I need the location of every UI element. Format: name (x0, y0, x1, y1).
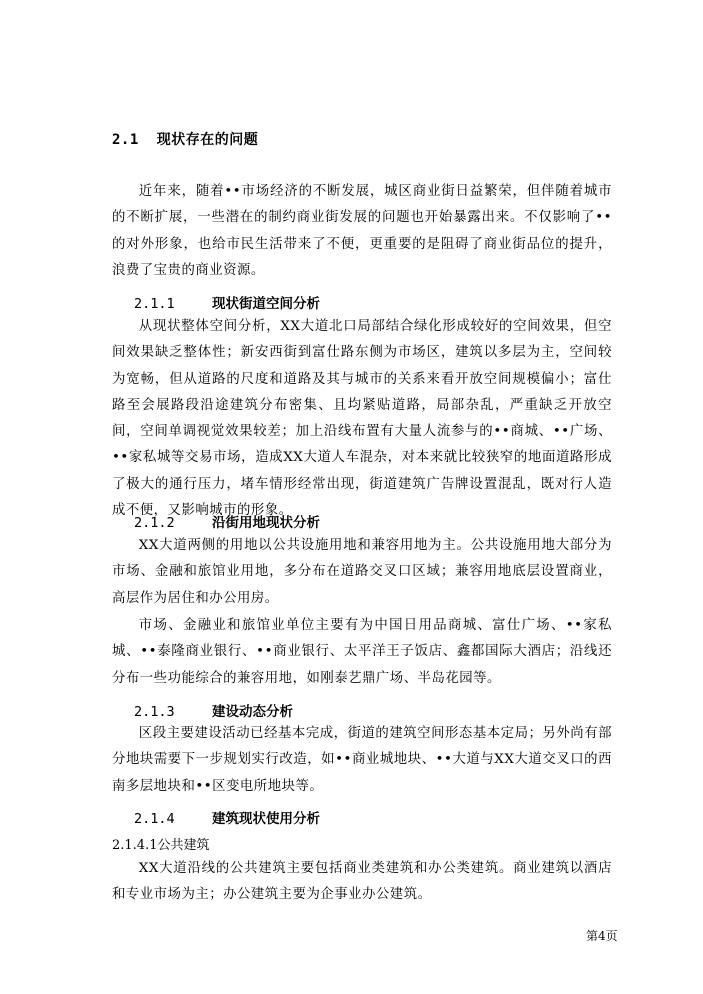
public-buildings-paragraph: XX大道沿线的公共建筑主要包括商业类建筑和办公类建筑。商业建筑以酒店和专业市场为主；办公建筑主要为企事业办公建筑。 (112, 861, 612, 903)
subheading-title: 公共建筑 (157, 838, 210, 853)
subheading-number: 2.1.4.1 (112, 838, 158, 853)
heading-title: 现状街道空间分析 (212, 296, 320, 312)
heading-title: 建筑现状使用分析 (212, 811, 320, 827)
heading-number: 2.1.2 (134, 515, 175, 531)
page-number: 第4页 (586, 929, 618, 943)
heading-number: 2.1 (112, 132, 139, 148)
heading-2-1-4 (134, 807, 320, 827)
heading-2-1-3 (134, 700, 293, 720)
street-space-paragraph: 从现状整体空间分析，XX大道北口局部结合绿化形成较好的空间效果，但空间效果缺乏整体性；新安西街到富仕路东侧为市场区，建筑以多层为主，空间较为宽畅，但从道路的尺度和道路及其与城市的关系来看开放空间规模偏小；富仕路至会展路段沿途建筑分布密集、且均紧贴道路，局部杂乱，严重缺乏开放空间，空间单调视觉效果较差；加上沿线布置有大量人流参与的••商城、••广场、••家私城等交易市场，造成XX大道人车混杂，对本来就比较狭窄的地面道路形成了极大的通行压力，堵车情形经常出现，街道建筑广告牌设置混乱，既对行人造成不便，又影响城市的形象。 (112, 319, 612, 519)
heading-title: 建设动态分析 (212, 704, 293, 720)
heading-2-1-4-1 (112, 834, 210, 853)
intro-paragraph: 近年来，随着••市场经济的不断发展，城区商业街日益繁荣，但伴随着城市的不断扩展，一些潜在的制约商业街发展的问题也开始暴露出来。不仅影响了••的对外形象，也给市民生活带来了不便，更重要的是阻碍了商业街品位的提升，浪费了宝贵的商业资源。 (112, 184, 612, 278)
land-use-paragraph-1: XX大道两侧的用地以公共设施用地和兼容用地为主。公共设施用地大部分为市场、金融和旅馆业用地，多分布在道路交叉口区域；兼容用地底层设置商业，高层作为居住和办公用房。 (112, 538, 612, 606)
heading-2-1-2 (134, 511, 320, 531)
land-use-paragraph-2: 市场、金融业和旅馆业单位主要有为中国日用品商城、富仕广场、••家私城、••泰隆商业银行、••商业银行、太平洋王子饭店、鑫都国际大酒店；沿线还分布一些功能综合的兼容用地，如刚泰艺鼎广场、半岛花园等。 (112, 618, 612, 686)
heading-number: 2.1.1 (134, 296, 175, 312)
heading-number: 2.1.4 (134, 811, 175, 827)
heading-title: 沿街用地现状分析 (212, 515, 320, 531)
heading-2-1 (112, 129, 258, 149)
heading-title: 现状存在的问题 (156, 132, 259, 148)
heading-2-1-1 (134, 292, 320, 312)
heading-number: 2.1.3 (134, 704, 175, 720)
construction-paragraph: 区段主要建设活动已经基本完成，街道的建筑空间形态基本定局；另外尚有部分地块需要下一步规划实行改造，如••商业城地块、••大道与XX大道交叉口的西南多层地块和••区变电所地块等。 (112, 726, 612, 794)
